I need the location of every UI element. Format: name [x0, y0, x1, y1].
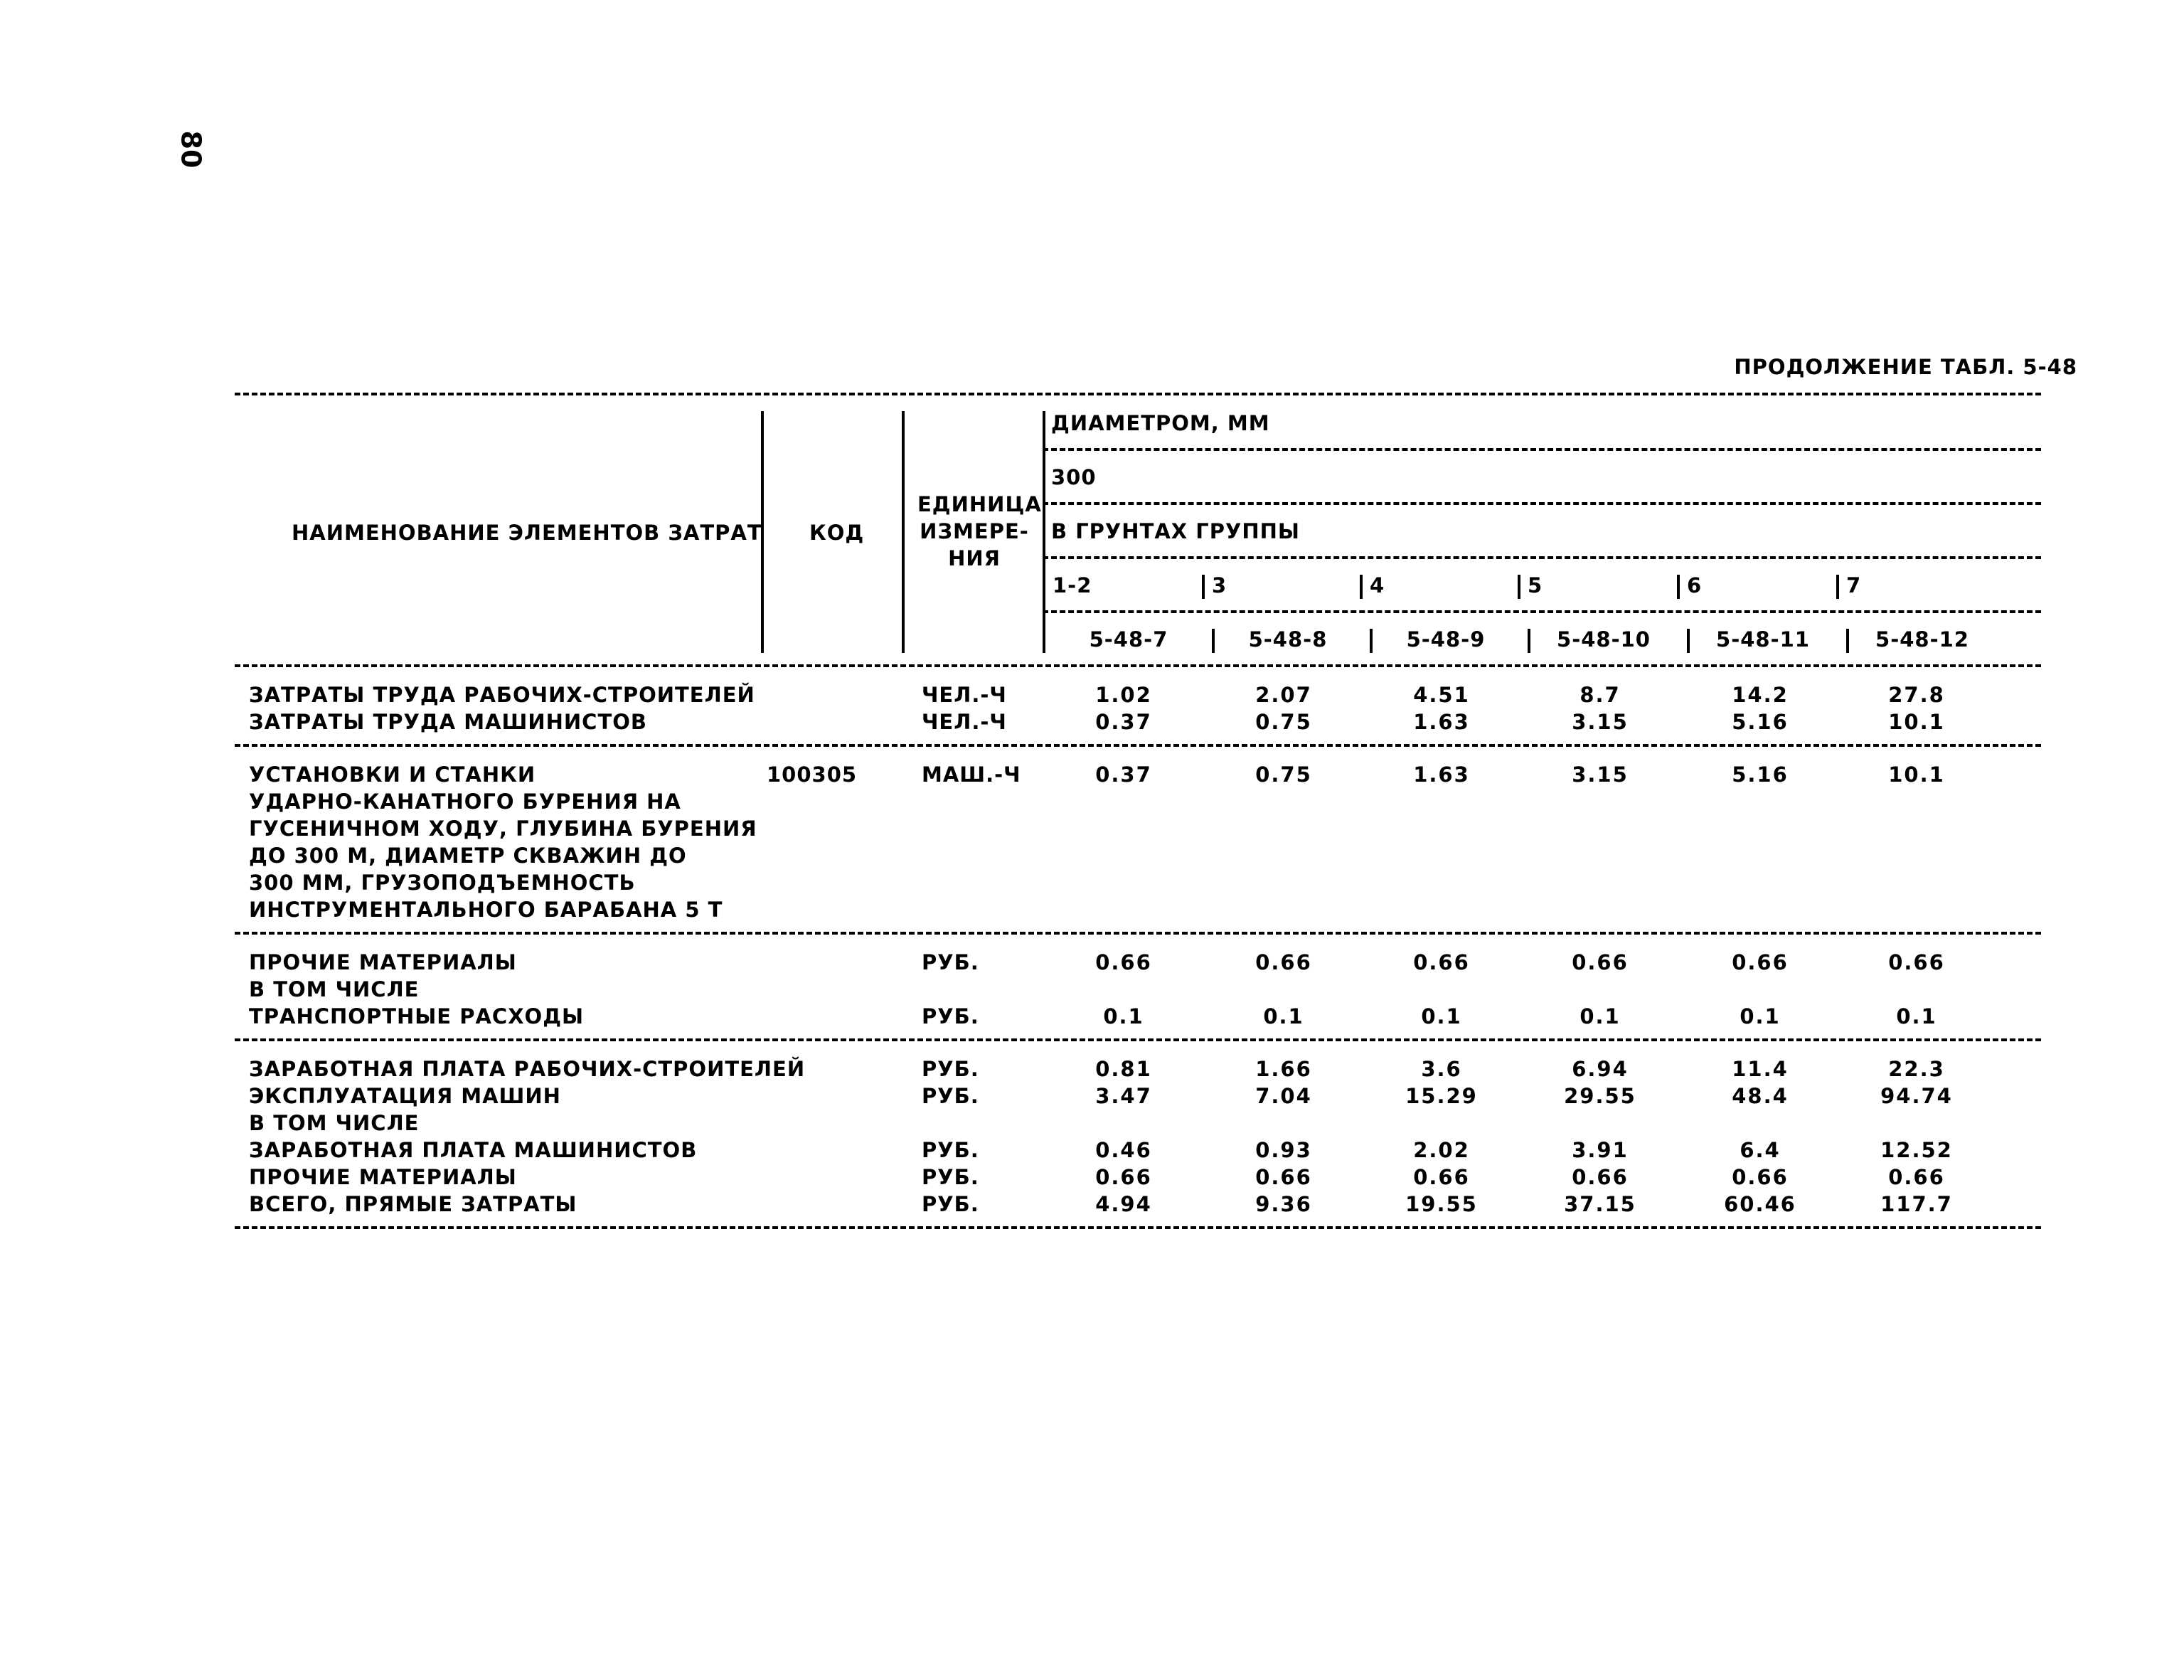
- row-unit: ЧЕЛ.-Ч: [922, 710, 1007, 734]
- row-name: УДАРНО-КАНАТНОГО БУРЕНИЯ НА: [249, 790, 681, 814]
- row-unit: РУБ.: [922, 1192, 979, 1216]
- row-value: 3.15: [1572, 762, 1629, 787]
- row-unit: МАШ.-Ч: [922, 762, 1021, 787]
- row-value: 7.04: [1255, 1084, 1312, 1108]
- row-value: 1.66: [1255, 1057, 1312, 1081]
- row-name: УСТАНОВКИ И СТАНКИ: [249, 762, 536, 787]
- row-value: 19.55: [1405, 1192, 1478, 1216]
- row-value: 48.4: [1732, 1084, 1789, 1108]
- row-name: ЗАТРАТЫ ТРУДА РАБОЧИХ-СТРОИТЕЛЕЙ: [249, 683, 755, 707]
- norm-code: 5-48-11: [1716, 627, 1810, 652]
- row-value: 1.02: [1095, 683, 1152, 707]
- norm-code: 5-48-12: [1875, 627, 1969, 652]
- row-value: 22.3: [1888, 1057, 1945, 1081]
- row-value: 3.15: [1572, 710, 1629, 734]
- row-value: 3.91: [1572, 1138, 1629, 1162]
- row-unit: РУБ.: [922, 950, 979, 974]
- row-value: 0.66: [1732, 1165, 1789, 1189]
- row-value: 4.94: [1095, 1192, 1152, 1216]
- group-label: 7: [1846, 573, 1862, 597]
- row-value: 94.74: [1880, 1084, 1953, 1108]
- row-value: 10.1: [1888, 710, 1945, 734]
- row-value: 0.66: [1095, 1165, 1152, 1189]
- row-value: 0.81: [1095, 1057, 1152, 1081]
- col-separator-unit: [902, 411, 905, 653]
- row-value: 4.51: [1413, 683, 1470, 707]
- header-unit-line1: ЕДИНИЦА: [917, 492, 1042, 516]
- header-rule-2: [1043, 502, 2041, 505]
- page-number: 80: [175, 130, 207, 169]
- group-separator: [1518, 575, 1520, 599]
- code-separator: [1687, 629, 1690, 653]
- norm-code: 5-48-9: [1406, 627, 1486, 652]
- code-separator: [1212, 629, 1215, 653]
- row-code: 100305: [767, 762, 858, 787]
- row-value: 0.66: [1572, 1165, 1629, 1189]
- row-value: 0.1: [1896, 1004, 1937, 1028]
- code-separator: [1370, 629, 1373, 653]
- row-value: 27.8: [1888, 683, 1945, 707]
- row-value: 0.93: [1255, 1138, 1312, 1162]
- row-name: ЗАРАБОТНАЯ ПЛАТА РАБОЧИХ-СТРОИТЕЛЕЙ: [249, 1057, 806, 1081]
- row-value: 0.1: [1103, 1004, 1144, 1028]
- row-value: 0.66: [1888, 1165, 1945, 1189]
- row-value: 3.6: [1421, 1057, 1462, 1081]
- row-value: 0.1: [1263, 1004, 1304, 1028]
- row-value: 0.66: [1732, 950, 1789, 974]
- row-value: 1.63: [1413, 710, 1470, 734]
- row-name: В ТОМ ЧИСЛЕ: [249, 977, 420, 1001]
- code-separator: [1528, 629, 1530, 653]
- row-value: 9.36: [1255, 1192, 1312, 1216]
- row-value: 0.37: [1095, 710, 1152, 734]
- header-soil-group: В ГРУНТАХ ГРУППЫ: [1051, 519, 1300, 543]
- row-value: 0.37: [1095, 762, 1152, 787]
- row-value: 11.4: [1732, 1057, 1789, 1081]
- row-value: 37.15: [1564, 1192, 1636, 1216]
- row-name: ЭКСПЛУАТАЦИЯ МАШИН: [249, 1084, 561, 1108]
- row-unit: РУБ.: [922, 1165, 979, 1189]
- row-value: 0.66: [1255, 950, 1312, 974]
- group-label: 4: [1370, 573, 1385, 597]
- row-name: ГУСЕНИЧНОМ ХОДУ, ГЛУБИНА БУРЕНИЯ: [249, 817, 757, 841]
- row-value: 0.66: [1095, 950, 1152, 974]
- row-value: 0.1: [1740, 1004, 1781, 1028]
- row-unit: РУБ.: [922, 1057, 979, 1081]
- group-separator: [1677, 575, 1680, 599]
- row-name: ТРАНСПОРТНЫЕ РАСХОДЫ: [249, 1004, 585, 1028]
- code-separator: [1846, 629, 1849, 653]
- row-name: ДО 300 М, ДИАМЕТР СКВАЖИН ДО: [249, 844, 687, 868]
- row-value: 10.1: [1888, 762, 1945, 787]
- group-separator: [1836, 575, 1839, 599]
- group-label: 6: [1687, 573, 1703, 597]
- header-rule-1: [1043, 448, 2041, 451]
- row-value: 0.75: [1255, 710, 1312, 734]
- norm-code: 5-48-8: [1248, 627, 1328, 652]
- row-value: 5.16: [1732, 710, 1789, 734]
- row-name: ПРОЧИЕ МАТЕРИАЛЫ: [249, 950, 517, 974]
- row-name: ЗАТРАТЫ ТРУДА МАШИНИСТОВ: [249, 710, 647, 734]
- row-value: 0.66: [1255, 1165, 1312, 1189]
- section-rule: [235, 744, 2041, 747]
- header-code-col: КОД: [809, 521, 865, 545]
- row-value: 8.7: [1580, 683, 1621, 707]
- row-value: 15.29: [1405, 1084, 1478, 1108]
- header-unit-line2: ИЗМЕРЕ-: [920, 519, 1029, 543]
- section-rule: [235, 1038, 2041, 1041]
- row-value: 0.75: [1255, 762, 1312, 787]
- header-diameter: ДИАМЕТРОМ, ММ: [1051, 411, 1270, 435]
- row-value: 1.63: [1413, 762, 1470, 787]
- header-rule-4: [1043, 610, 2041, 613]
- row-value: 0.46: [1095, 1138, 1152, 1162]
- group-label: 1-2: [1053, 573, 1092, 597]
- row-name: 300 ММ, ГРУЗОПОДЪЕМНОСТЬ: [249, 871, 636, 895]
- header-unit-line3: НИЯ: [948, 546, 1001, 570]
- row-value: 29.55: [1564, 1084, 1636, 1108]
- row-value: 2.02: [1413, 1138, 1470, 1162]
- row-value: 2.07: [1255, 683, 1312, 707]
- code-separator: [1043, 629, 1045, 653]
- row-value: 0.66: [1413, 950, 1470, 974]
- row-name: ПРОЧИЕ МАТЕРИАЛЫ: [249, 1165, 517, 1189]
- row-unit: ЧЕЛ.-Ч: [922, 683, 1007, 707]
- row-value: 12.52: [1880, 1138, 1953, 1162]
- section-rule: [235, 1226, 2041, 1229]
- norm-code: 5-48-10: [1557, 627, 1651, 652]
- row-name: ЗАРАБОТНАЯ ПЛАТА МАШИНИСТОВ: [249, 1138, 698, 1162]
- group-label: 5: [1528, 573, 1543, 597]
- group-label: 3: [1212, 573, 1227, 597]
- row-name: ИНСТРУМЕНТАЛЬНОГО БАРАБАНА 5 Т: [249, 898, 723, 922]
- header-name-col: НАИМЕНОВАНИЕ ЭЛЕМЕНТОВ ЗАТРАТ: [292, 521, 762, 545]
- row-value: 0.1: [1421, 1004, 1462, 1028]
- table-title: ПРОДОЛЖЕНИЕ ТАБЛ. 5-48: [1734, 355, 2077, 379]
- row-unit: РУБ.: [922, 1004, 979, 1028]
- norm-code: 5-48-7: [1089, 627, 1168, 652]
- col-separator-values: [1043, 411, 1045, 653]
- header-diameter-value: 300: [1051, 465, 1097, 489]
- row-value: 3.47: [1095, 1084, 1152, 1108]
- row-value: 5.16: [1732, 762, 1789, 787]
- section-rule: [235, 932, 2041, 935]
- header-bottom-rule: [235, 664, 2041, 667]
- row-value: 0.66: [1572, 950, 1629, 974]
- row-value: 0.1: [1580, 1004, 1621, 1028]
- row-name: В ТОМ ЧИСЛЕ: [249, 1111, 420, 1135]
- row-name: ВСЕГО, ПРЯМЫЕ ЗАТРАТЫ: [249, 1192, 577, 1216]
- row-unit: РУБ.: [922, 1084, 979, 1108]
- row-value: 14.2: [1732, 683, 1789, 707]
- group-separator: [1360, 575, 1363, 599]
- row-value: 0.66: [1888, 950, 1945, 974]
- header-top-rule: [235, 393, 2041, 395]
- row-unit: РУБ.: [922, 1138, 979, 1162]
- row-value: 0.66: [1413, 1165, 1470, 1189]
- group-separator: [1202, 575, 1205, 599]
- row-value: 6.4: [1740, 1138, 1781, 1162]
- row-value: 117.7: [1880, 1192, 1953, 1216]
- header-rule-3: [1043, 556, 2041, 559]
- row-value: 60.46: [1724, 1192, 1796, 1216]
- row-value: 6.94: [1572, 1057, 1629, 1081]
